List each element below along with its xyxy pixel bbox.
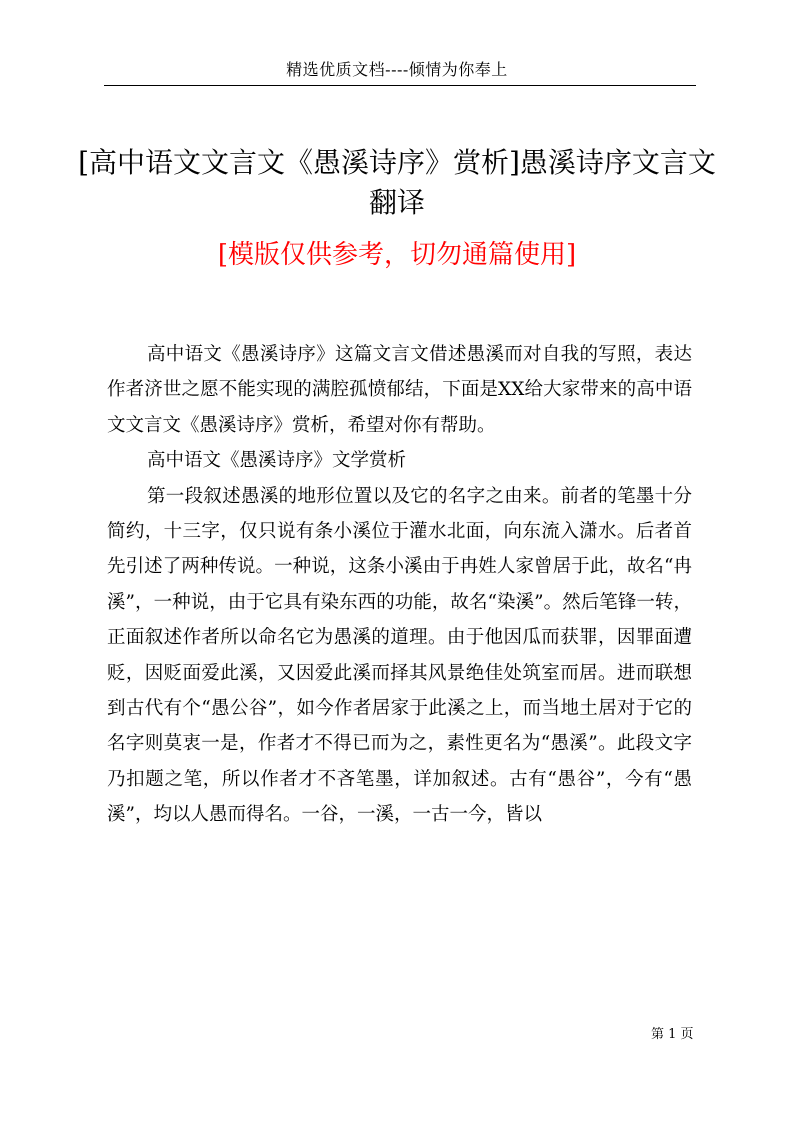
paragraph-analysis: 第一段叙述愚溪的地形位置以及它的名字之由来。前者的笔墨十分简约，十三字，仅只说有条小溪位于灌水北面，向东流入潇水。后者首先引述了两种传说。一种说，这条小溪由于冉姓人家曾居于此，故名“冉溪”，一种说，由于它具有染东西的功能，故名“染溪”。然后笔锋一转，正面叙述作者所以命名它为愚溪的道理。由于他因瓜而获罪，因罪面遭贬，因贬面爱此溪，又因爱此溪而择其风景绝佳处筑室而居。进而联想到古代有个“愚公谷”，如今作者居家于此溪之上，而当地土居对于它的名字则莫衷一是，作者才不得已而为之，素性更名为“愚溪”。此段文字乃扣题之笔，所以作者才不吝笔墨，详加叙述。古有“愚谷”，今有“愚溪”，均以人愚而得名。一谷，一溪，一古一今，皆以 <box>107 485 692 826</box>
document-title: [高中语文文言文《愚溪诗序》赏析]愚溪诗序文言文翻译 <box>78 146 716 219</box>
page-number: 第 1 页 <box>651 1027 694 1042</box>
paragraph-section-heading: 高中语文《愚溪诗序》文学赏析 <box>147 450 407 472</box>
document-subtitle: [模版仅供参考，切勿通篇使用] <box>217 240 577 270</box>
document-body <box>107 337 692 833</box>
header-divider <box>104 85 696 86</box>
paragraph-intro: 高中语文《愚溪诗序》这篇文言文借述愚溪而对自我的写照，表达作者济世之愿不能实现的满腔孤愤郁结，下面是XX给大家带来的高中语文文言文《愚溪诗序》赏析，希望对你有帮助。 <box>107 344 692 436</box>
page-header-text: 精选优质文档----倾情为你奉上 <box>286 60 508 79</box>
